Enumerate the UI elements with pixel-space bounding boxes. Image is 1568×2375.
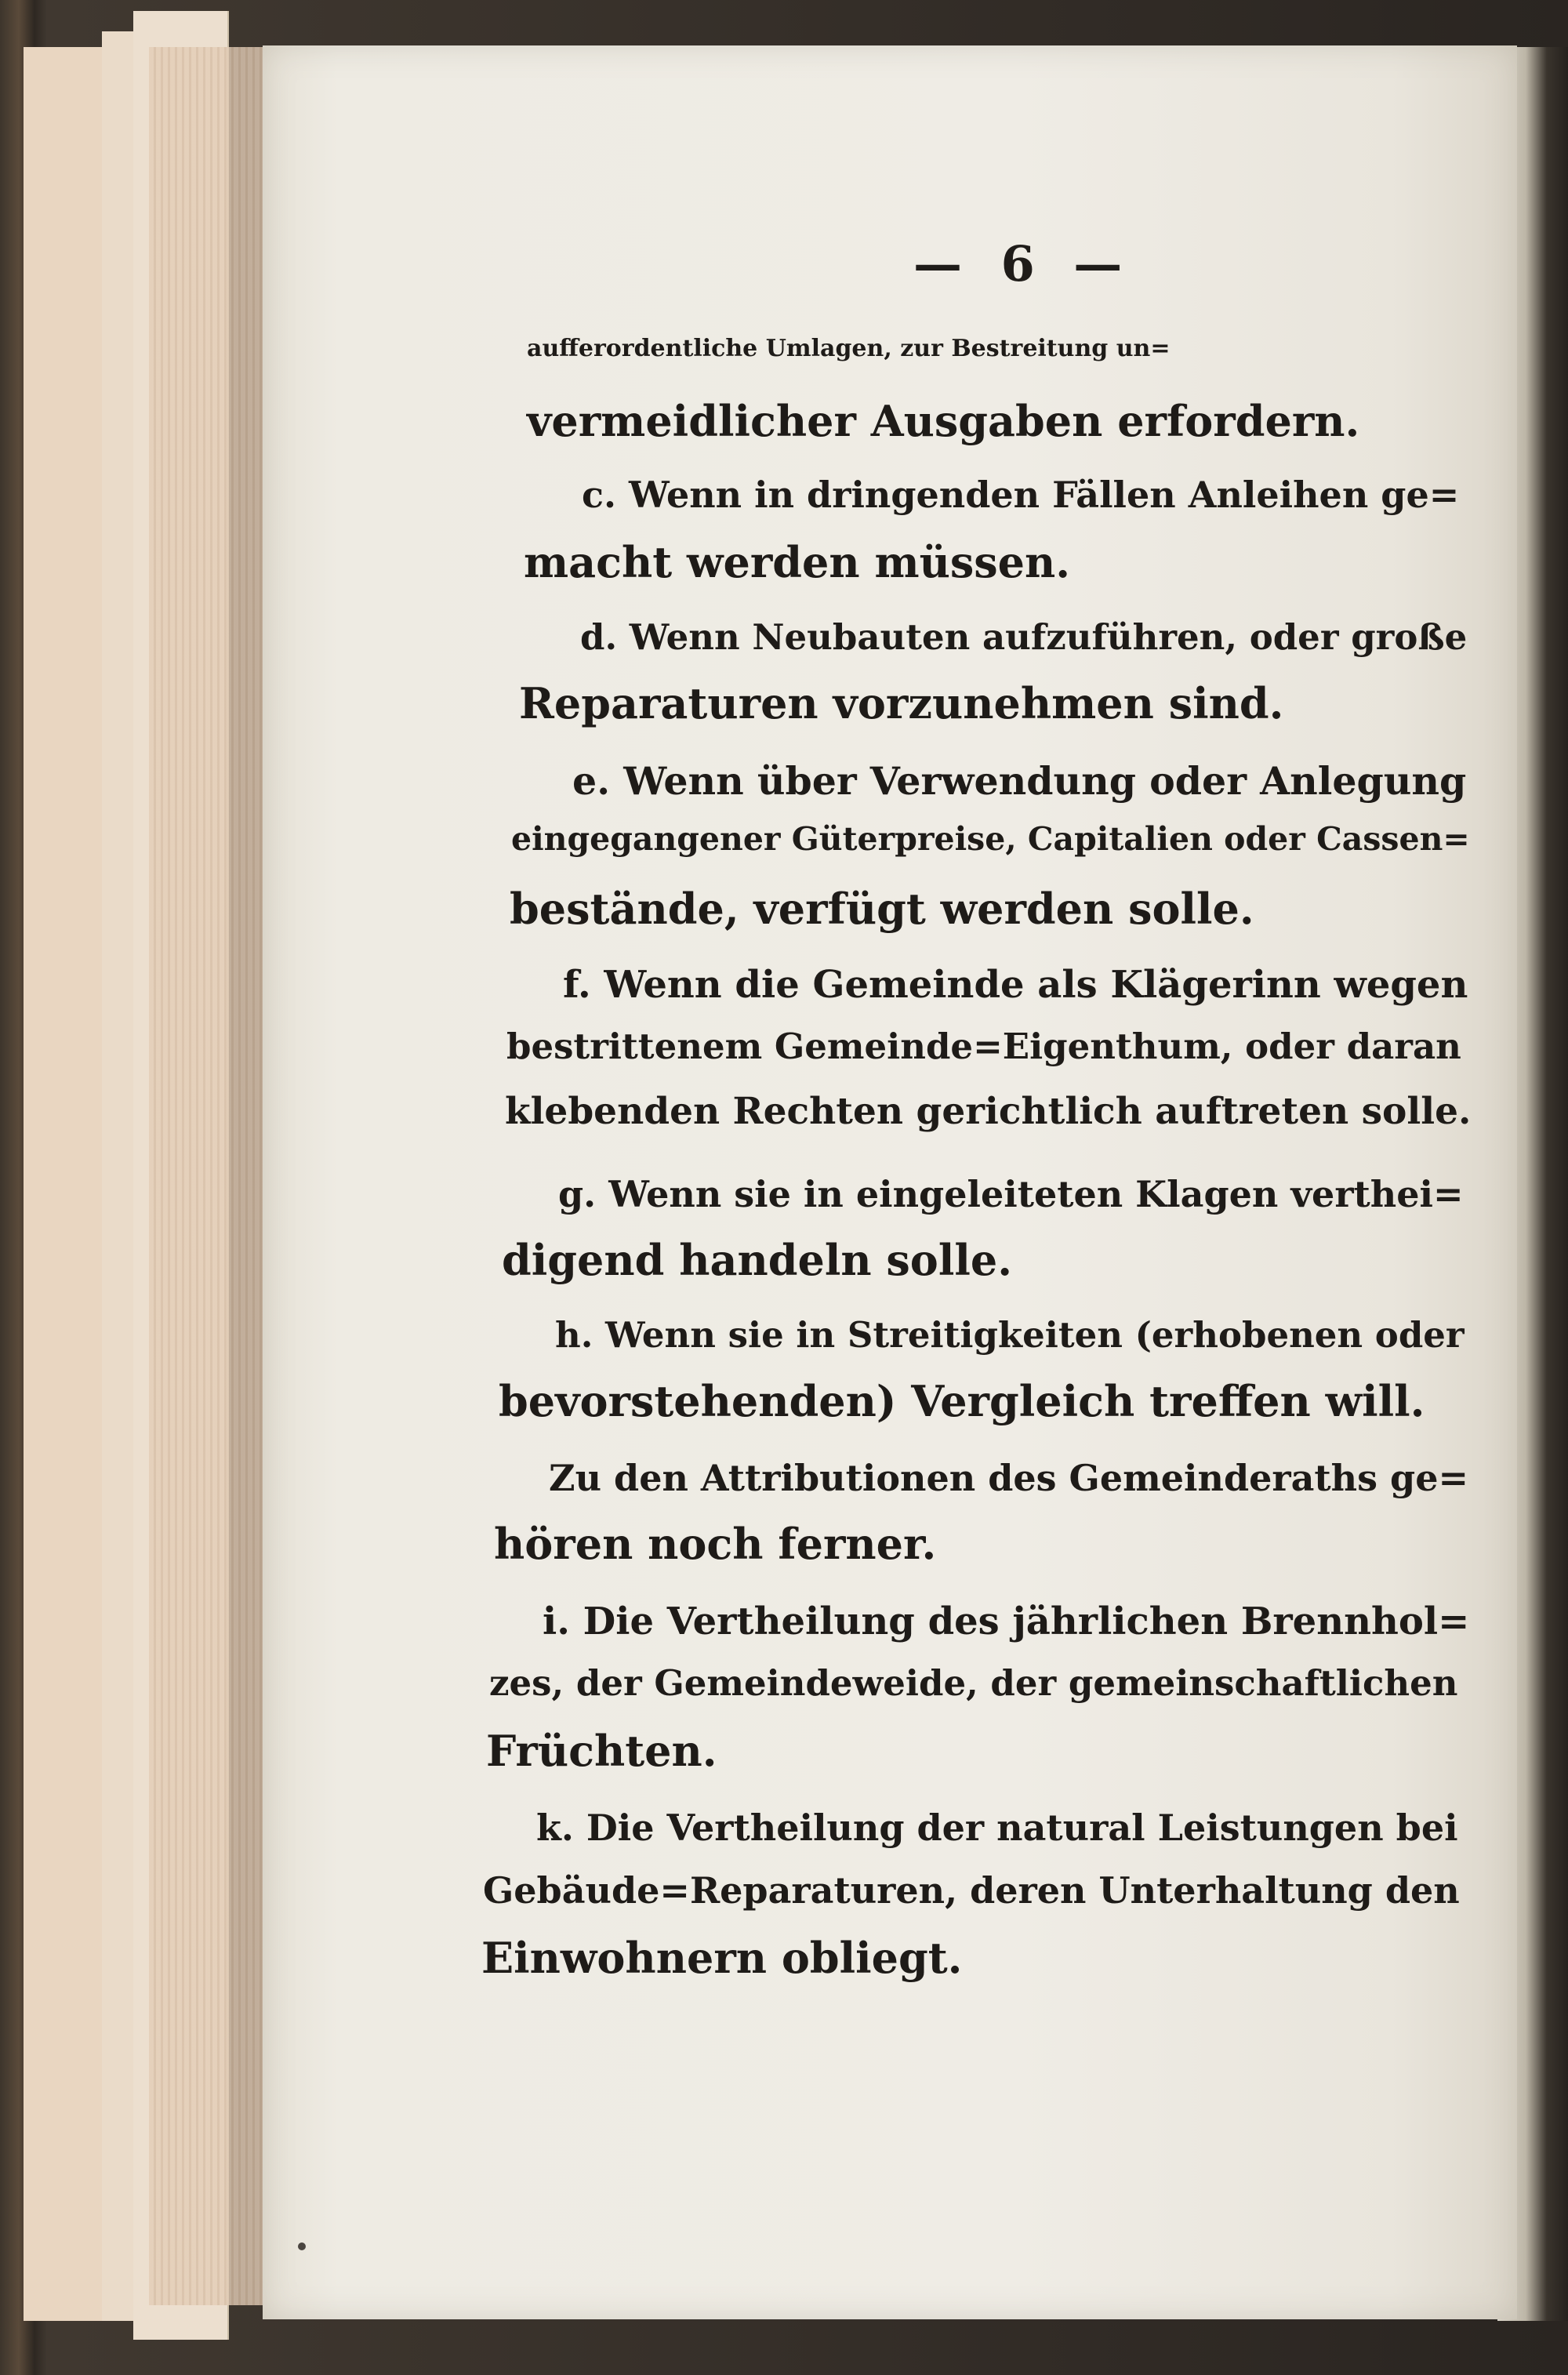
text-line: Einwohnern obliegt. (481, 1933, 963, 1983)
text-line: bevorstehenden) Vergleich treffen will. (499, 1376, 1425, 1426)
text-line: c. Wenn in dringenden Fällen Anleihen ge= (582, 474, 1460, 516)
text-line: g. Wenn sie in eingeleiteten Klagen verthei= (558, 1173, 1464, 1215)
text-line: eingegangener Güterpreise, Capitalien oder Cassen= (511, 820, 1470, 858)
text-line: zes, der Gemeindeweide, der gemeinschaftlichen (489, 1662, 1458, 1704)
text-line: digend handeln solle. (502, 1235, 1013, 1285)
text-line: f. Wenn die Gemeinde als Klägerinn wegen (563, 963, 1468, 1007)
text-line: aufferordentliche Umlagen, zur Bestreitung un= (527, 335, 1171, 362)
text-line: bestrittenem Gemeinde=Eigenthum, oder daran (506, 1026, 1461, 1067)
text-line: Früchten. (486, 1726, 717, 1776)
text-line: e. Wenn über Verwendung oder Anlegung (572, 758, 1467, 804)
text-line: Zu den Attributionen des Gemeinderaths ge= (549, 1457, 1468, 1499)
text-line: hören noch ferner. (494, 1519, 937, 1569)
page-stack-edges (149, 47, 274, 2305)
ink-speck (298, 2242, 306, 2250)
text-line: macht werden müssen. (524, 537, 1071, 587)
text-line: h. Wenn sie in Streitigkeiten (erhobenen oder (555, 1314, 1465, 1356)
page-number: — 6 — (913, 235, 1134, 292)
text-line: d. Wenn Neubauten aufzuführen, oder große (580, 616, 1468, 658)
text-line: Reparaturen vorzunehmen sind. (519, 678, 1284, 728)
text-line: bestände, verfügt werden solle. (510, 884, 1254, 934)
text-line: i. Die Vertheilung des jährlichen Brennhol= (543, 1600, 1470, 1643)
text-line: k. Die Vertheilung der natural Leistungen bei (536, 1807, 1458, 1849)
text-line: klebenden Rechten gerichtlich auftreten solle. (505, 1090, 1472, 1133)
text-line: vermeidlicher Ausgaben erfordern. (527, 396, 1360, 446)
text-line: Gebäude=Reparaturen, deren Unterhaltung den (483, 1869, 1460, 1912)
